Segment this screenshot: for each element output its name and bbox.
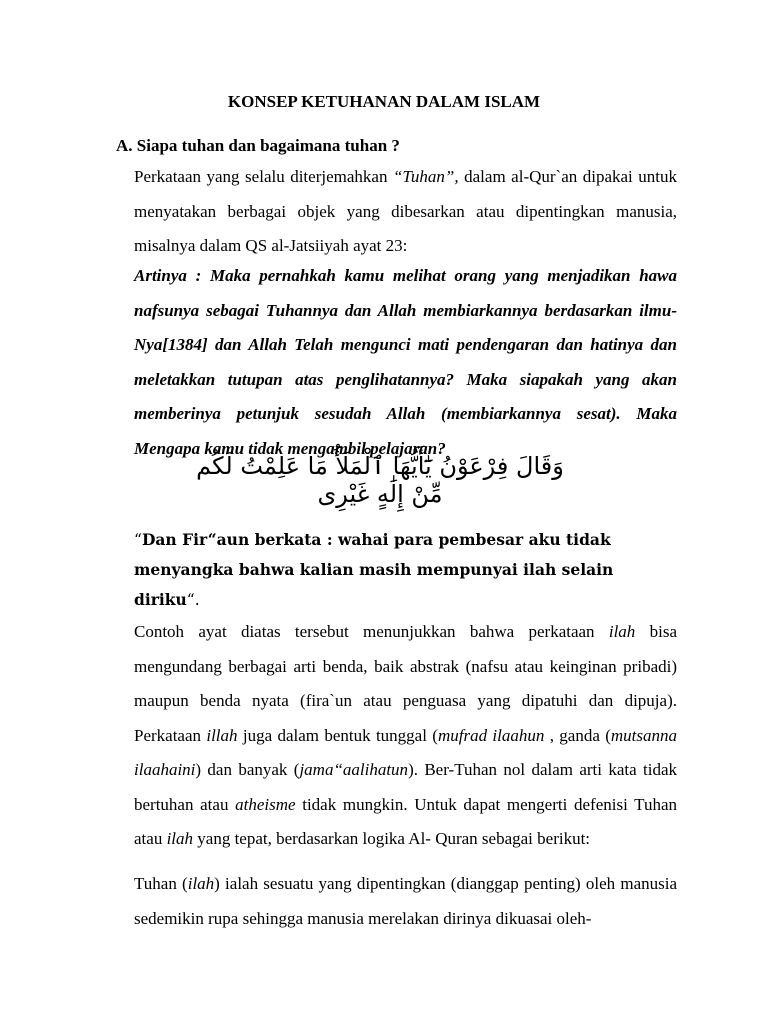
italic-term: jama“aalihatun	[299, 760, 409, 779]
explanation-text: , ganda (	[544, 725, 611, 745]
intro-text-1: Perkataan yang selalu diterjemahkan	[134, 167, 393, 186]
definition-paragraph	[134, 867, 677, 936]
intro-paragraph	[134, 160, 677, 264]
italic-term: ilah	[187, 874, 215, 893]
explanation-text: yang tepat, berdasarkan logika Al- Quran sebagai berikut:	[193, 829, 591, 848]
quote-close-mark: “.	[186, 591, 200, 609]
explanation-text: tidak mungkin. Untuk dapat mengerti defenisi Tuhan atau	[134, 794, 677, 848]
explanation-text: juga dalam bentuk tunggal (	[237, 725, 438, 745]
section-heading: A. Siapa tuhan dan bagaimana tuhan ?	[116, 136, 400, 155]
explanation-text: bisa mengundang berbagai arti benda, baik abstrak (nafsu atau keinginan pribadi) maupun benda nyata (fira`un atau penguasa yang dipatuhi dan dipuja). Perkataan	[134, 622, 677, 745]
intro-tuhan-italic: “Tuhan”,	[392, 167, 459, 186]
italic-term: illah	[206, 725, 238, 745]
italic-term: mufrad ilaahun	[437, 725, 545, 745]
verse-translation: Artinya : Maka pernahkah kamu melihat orang yang menjadikan hawa nafsunya sebagai Tuhannya dan Allah membiarkannya berdasarkan ilmu-Nya[1384] dan Allah Telah mengunci mati pendengaran dan hatinya dan meletakkan tutupan atas penglihatannya? Maka siapakah yang akan memberinya petunjuk sesudah Allah (membiarkannya sesat). Maka Mengapa kamu tidak mengambil pelajaran?	[134, 266, 677, 458]
quote-paragraph	[134, 525, 664, 615]
italic-term: atheisme	[235, 794, 296, 814]
explanation-text: ). Ber-Tuhan nol dalam arti kata tidak bertuhan atau	[134, 760, 678, 814]
arabic-verse: وَقَالَ فِرْعَوْنُ يَٰٓأَيُّهَا ٱلْمَلَأُ مَا عَلِمْتُ لَكُم مِّنْ إِلَٰهٍ غَيْرِى	[196, 452, 564, 508]
italic-term: ilah	[608, 622, 636, 641]
quote-text: Dan Fir“aun berkata : wahai para pembesar aku tidak menyangka bahwa kalian masih mempunyai ilah selain diriku	[134, 530, 614, 609]
explanation-paragraph	[134, 615, 677, 857]
explanation-text: Contoh ayat diatas tersebut menunjukkan bahwa perkataan	[134, 622, 609, 641]
explanation-text: ) dan banyak (	[195, 760, 300, 779]
quote-open-mark: “	[134, 531, 142, 549]
italic-term: mutsanna ilaahaini	[134, 725, 677, 779]
definition-text: Tuhan (	[134, 874, 188, 893]
italic-term: ilah	[166, 829, 194, 848]
intro-text-2: dalam al-Qur`an dipakai untuk menyatakan berbagai objek yang dibesarkan atau dipentingkan manusia, misalnya dalam QS al-Jatsiiyah ayat 23:	[134, 167, 677, 255]
definition-text: ) ialah sesuatu yang dipentingkan (dianggap penting) oleh manusia sedemikin rupa sehingga manusia merelakan dirinya dikuasai oleh-	[134, 874, 677, 928]
document-title: KONSEP KETUHANAN DALAM ISLAM	[227, 92, 541, 111]
